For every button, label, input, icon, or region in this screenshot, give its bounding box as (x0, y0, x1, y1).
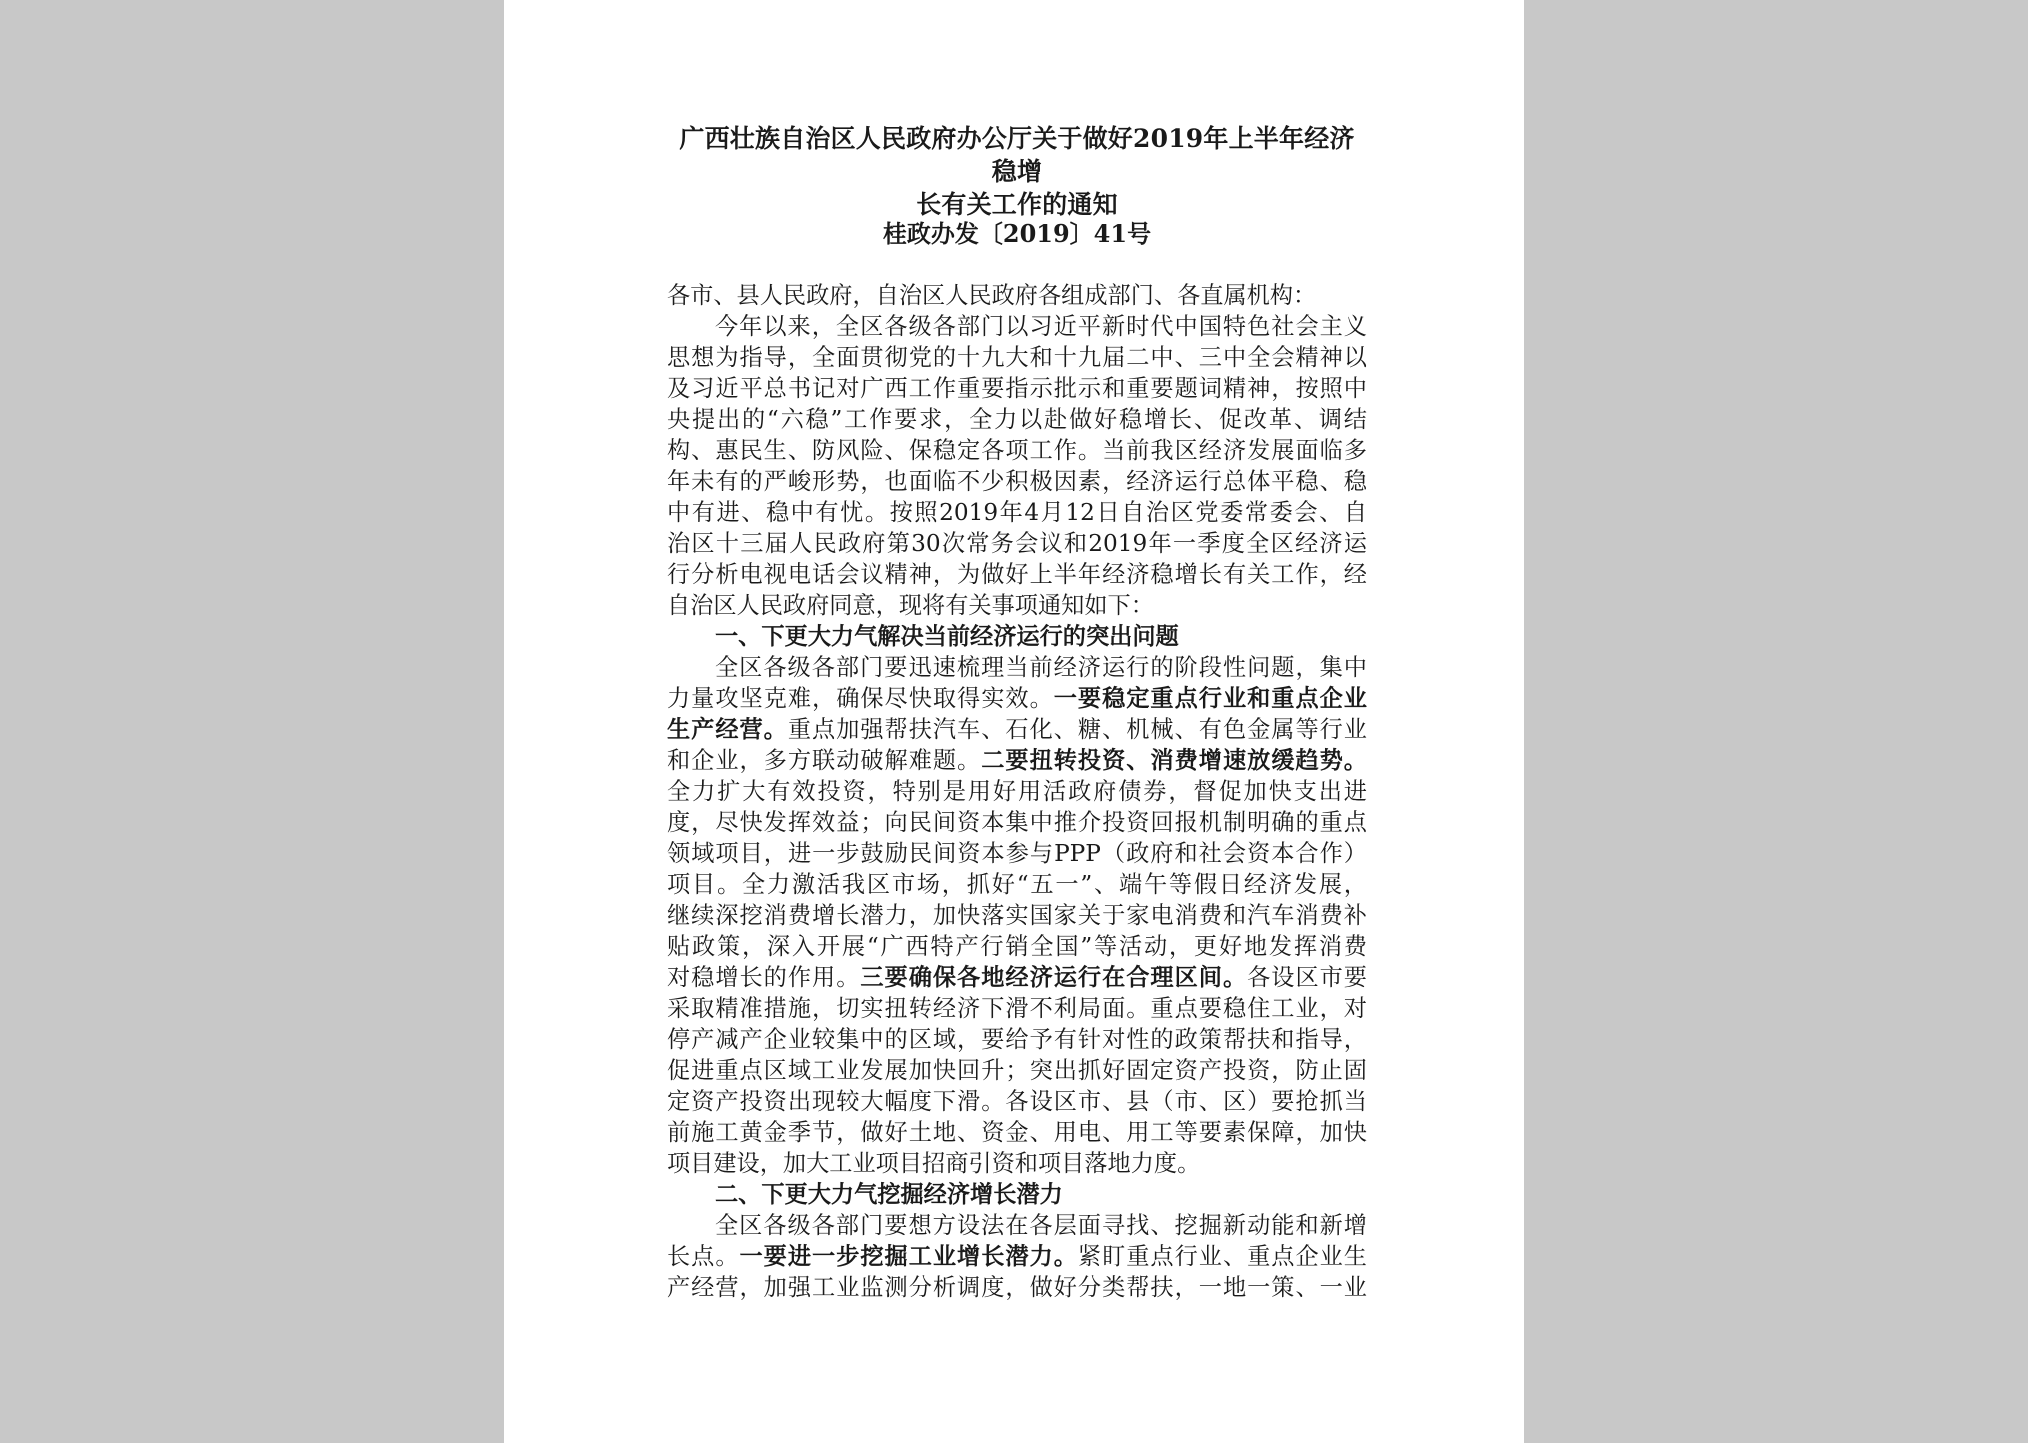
text-run: 紧盯重点行业、重点企业生 (1077, 1243, 1367, 1270)
section-heading: 二、下更大力气挖掘经济增长潜力 (715, 1181, 1063, 1208)
text-run: 各设区市要 (1247, 964, 1367, 991)
text-line: 全力扩大有效投资，特别是用好用活政府债券，督促加快支出进 (667, 778, 1367, 805)
text-line: 及习近平总书记对广西工作重要指示批示和重要题词精神，按照中 (667, 375, 1367, 402)
text-run: 和企业，多方联动破解难题。 (667, 747, 982, 774)
text-line: 停产减产企业较集中的区域，要给予有针对性的政策帮扶和指导， (667, 1026, 1367, 1053)
text-line (667, 1241, 1367, 1272)
document-title (667, 122, 1367, 221)
text-line: 产经营，加强工业监测分析调度，做好分类帮扶，一地一策、一业 (667, 1274, 1367, 1301)
text-line: 定资产投资出现较大幅度下滑。各设区市、县（市、区）要抢抓当 (667, 1088, 1367, 1115)
section-heading: 一、下更大力气解决当前经济运行的突出问题 (715, 623, 1179, 650)
text-run: 长点。 (667, 1243, 740, 1270)
title-line: 广西壮族自治区人民政府办公厅关于做好2019年上半年经济稳增 (679, 124, 1355, 186)
text-line: 行分析电视电话会议精神，为做好上半年经济稳增长有关工作，经 (667, 561, 1367, 588)
text-line: 贴政策，深入开展“广西特产行销全国”等活动，更好地发挥消费 (667, 933, 1367, 960)
text-line: 项目建设，加大工业项目招商引资和项目落地力度。 (667, 1150, 1201, 1177)
bold-run: 二要扭转投资、消费增速放缓趋势。 (981, 747, 1367, 774)
text-line: 继续深挖消费增长潜力，加快落实国家关于家电消费和汽车消费补 (667, 902, 1367, 929)
text-run: 力量攻坚克难，确保尽快取得实效。 (667, 685, 1054, 712)
bold-run: 一要进一步挖掘工业增长潜力。 (739, 1243, 1078, 1270)
salutation: 各市、县人民政府，自治区人民政府各组成部门、各直属机构： (667, 282, 1317, 309)
text-run: 对稳增长的作用。 (667, 964, 861, 991)
bold-run: 一要稳定重点行业和重点企业 (1053, 685, 1367, 712)
document-number: 桂政办发〔2019〕41号 (882, 219, 1152, 248)
text-line: 度，尽快发挥效益；向民间资本集中推介投资回报机制明确的重点 (667, 809, 1367, 836)
text-line: 央提出的“六稳”工作要求，全力以赴做好稳增长、促改革、调结 (667, 406, 1367, 433)
text-line: 全区各级各部门要想方设法在各层面寻找、挖掘新动能和新增 (715, 1212, 1367, 1239)
text-line (667, 683, 1367, 714)
text-line: 思想为指导，全面贯彻党的十九大和十九届二中、三中全会精神以 (667, 344, 1367, 371)
text-line: 全区各级各部门要迅速梳理当前经济运行的阶段性问题，集中 (715, 654, 1367, 681)
bold-run: 三要确保各地经济运行在合理区间。 (860, 964, 1248, 991)
text-line: 领域项目，进一步鼓励民间资本参与PPP（政府和社会资本合作） (667, 840, 1367, 867)
text-run: 重点加强帮扶汽车、石化、糖、机械、有色金属等行业 (787, 716, 1367, 743)
text-line: 采取精准措施，切实扭转经济下滑不利局面。重点要稳住工业，对 (667, 995, 1367, 1022)
text-line: 中有进、稳中有忧。按照2019年4月12日自治区党委常委会、自 (667, 499, 1367, 526)
text-line: 前施工黄金季节，做好土地、资金、用电、用工等要素保障，加快 (667, 1119, 1367, 1146)
text-line: 促进重点区域工业发展加快回升；突出抓好固定资产投资，防止固 (667, 1057, 1367, 1084)
text-line: 年未有的严峻形势，也面临不少积极因素，经济运行总体平稳、稳 (667, 468, 1367, 495)
text-line: 自治区人民政府同意，现将有关事项通知如下： (667, 592, 1154, 619)
text-line (667, 714, 1367, 745)
title-line: 长有关工作的通知 (916, 190, 1118, 219)
text-line (667, 962, 1367, 993)
text-line: 构、惠民生、防风险、保稳定各项工作。当前我区经济发展面临多 (667, 437, 1367, 464)
bold-run: 生产经营。 (667, 716, 788, 743)
text-line (667, 745, 1367, 776)
document-page (504, 0, 1524, 1443)
document-body (667, 280, 1367, 1303)
text-line: 治区十三届人民政府第30次常务会议和2019年一季度全区经济运 (667, 530, 1367, 557)
text-line: 今年以来，全区各级各部门以习近平新时代中国特色社会主义 (715, 313, 1367, 340)
text-line: 项目。全力激活我区市场，抓好“五一”、端午等假日经济发展， (667, 871, 1367, 898)
